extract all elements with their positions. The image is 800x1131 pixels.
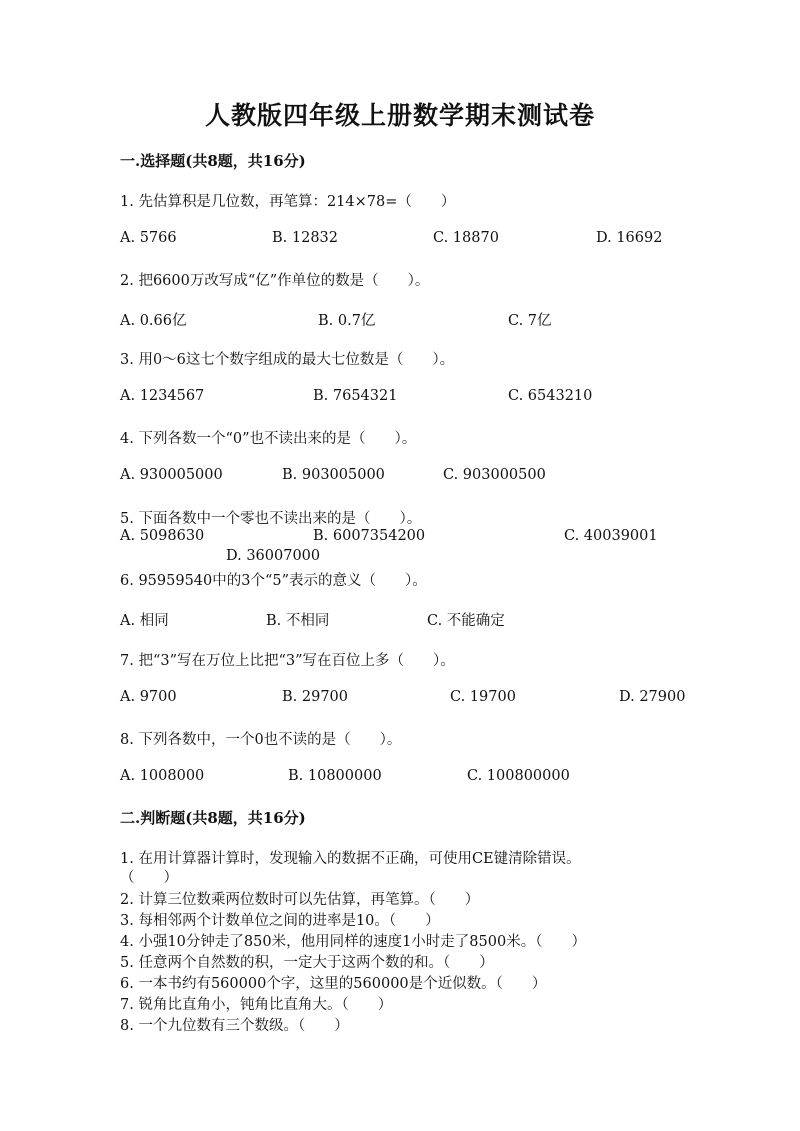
option-c: C. 100800000 [467, 768, 570, 784]
option-b: B. 6007354200 [313, 528, 426, 544]
option-d: D. 27900 [619, 689, 686, 705]
option-b: B. 29700 [282, 689, 349, 705]
question-stem: 3. 用0～6这七个数字组成的最大七位数是（ ）。 [120, 352, 455, 368]
option-a: A. 1008000 [120, 768, 205, 784]
true-false-item: 6. 一本书约有560000个字，这里的560000是个近似数。（ ） [120, 976, 547, 992]
true-false-item: 1. 在用计算器计算时，发现输入的数据不正确，可使用CE键清除错误。 [120, 851, 581, 867]
option-b: B. 不相同 [266, 613, 330, 629]
option-a: A. 相同 [120, 613, 169, 629]
true-false-item: 3. 每相邻两个计数单位之间的进率是10。（ ） [120, 913, 440, 929]
option-d: D. 16692 [596, 230, 663, 246]
option-b: B. 0.7亿 [318, 313, 376, 329]
question-stem: 5. 下面各数中一个零也不读出来的是（ ）。 [120, 511, 422, 527]
option-b: B. 10800000 [288, 768, 382, 784]
option-c: C. 903000500 [443, 467, 546, 483]
question-stem: 7. 把“3”写在万位上比把“3”写在百位上多（ ）。 [120, 653, 455, 669]
option-b: B. 12832 [272, 230, 339, 246]
option-a: A. 9700 [120, 689, 177, 705]
option-a: A. 5766 [120, 230, 177, 246]
section-heading-choice: 一.选择题(共8题，共16分) [120, 152, 306, 170]
question-stem: 6. 95959540中的3个“5”表示的意义（ ）。 [120, 573, 427, 589]
option-d: D. 36007000 [226, 548, 321, 564]
option-a: A. 5098630 [120, 528, 205, 544]
question-stem: 2. 把6600万改写成“亿”作单位的数是（ ）。 [120, 273, 430, 289]
option-c: C. 不能确定 [427, 613, 505, 629]
option-c: C. 19700 [450, 689, 516, 705]
true-false-item: 4. 小强10分钟走了850米，他用同样的速度1小时走了8500米。（ ） [120, 934, 586, 950]
option-c: C. 40039001 [564, 528, 658, 544]
true-false-item: 7. 锐角比直角小，钝角比直角大。（ ） [120, 997, 393, 1013]
option-b: B. 903005000 [282, 467, 385, 483]
option-c: C. 18870 [433, 230, 499, 246]
true-false-item: （ ） [120, 870, 178, 886]
option-a: A. 930005000 [120, 467, 223, 483]
section-heading-true-false: 二.判断题(共8题，共16分) [120, 809, 306, 827]
page-title: 人教版四年级上册数学期末测试卷 [204, 101, 595, 130]
option-b: B. 7654321 [313, 388, 398, 404]
question-stem: 1. 先估算积是几位数，再笔算：214×78=（ ） [120, 194, 456, 210]
true-false-item: 5. 任意两个自然数的积，一定大于这两个数的和。（ ） [120, 955, 494, 971]
question-stem: 8. 下列各数中，一个0也不读的是（ ）。 [120, 732, 402, 748]
option-a: A. 1234567 [120, 388, 205, 404]
true-false-item: 2. 计算三位数乘两位数时可以先估算，再笔算。（ ） [120, 892, 480, 908]
option-c: C. 6543210 [508, 388, 593, 404]
true-false-item: 8. 一个九位数有三个数级。（ ） [120, 1018, 349, 1034]
option-c: C. 7亿 [508, 313, 552, 329]
option-a: A. 0.66亿 [120, 313, 187, 329]
question-stem: 4. 下列各数一个“0”也不读出来的是（ ）。 [120, 431, 417, 447]
